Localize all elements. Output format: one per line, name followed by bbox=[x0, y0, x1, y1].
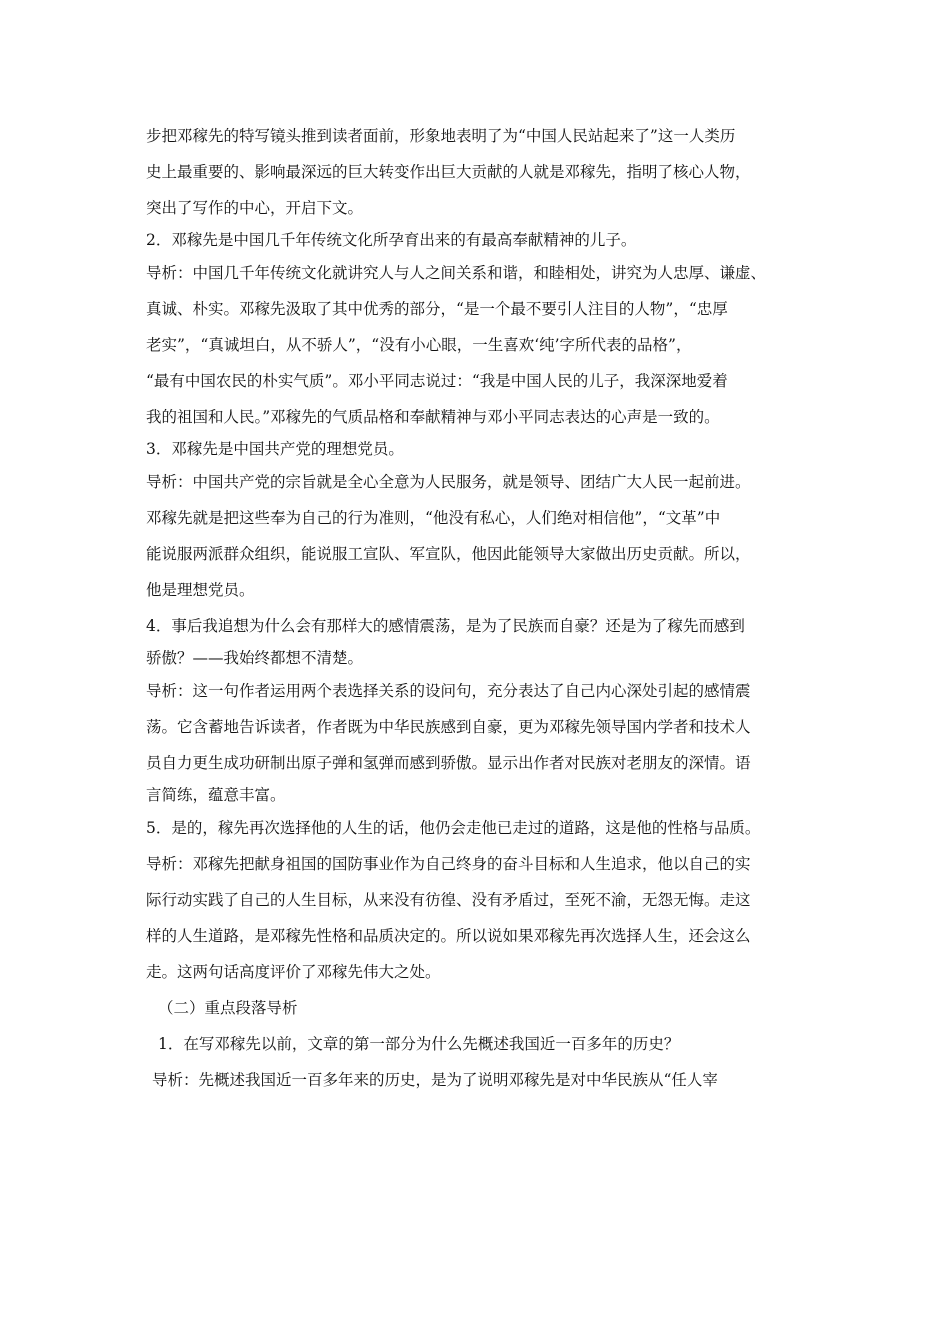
section-heading: （二）重点段落导析 bbox=[158, 999, 298, 1017]
text-line: 史上最重要的、影响最深远的巨大转变作出巨大贡献的人就是邓稼先，指明了核心人物， bbox=[146, 163, 751, 181]
text-line: 真诚、朴实。邓稼先汲取了其中优秀的部分，“是一个最不要引人注目的人物”，“忠厚 bbox=[146, 300, 728, 318]
text-line: 荡。它含蓄地告诉读者，作者既为中华民族感到自豪，更为邓稼先领导国内学者和技术人 bbox=[146, 718, 751, 736]
item-heading: 4．事后我追想为什么会有那样大的感情震荡，是为了民族而自豪？还是为了稼先而感到 bbox=[146, 617, 745, 635]
text-line: 我的祖国和人民。”邓稼先的气质品格和奉献精神与邓小平同志表达的心声是一致的。 bbox=[146, 408, 720, 426]
text-line: 老实”，“真诚坦白，从不骄人”，“没有小心眼，一生喜欢‘纯’字所代表的品格”， bbox=[146, 336, 692, 354]
item-heading: 5．是的，稼先再次选择他的人生的话，他仍会走他已走过的道路，这是他的性格与品质。 bbox=[146, 819, 761, 837]
text-line: 导析：中国几千年传统文化就讲究人与人之间关系和谐，和睦相处，讲究为人忠厚、谦虚、 bbox=[146, 264, 767, 282]
item-heading: 2．邓稼先是中国几千年传统文化所孕育出来的有最高奉献精神的儿子。 bbox=[146, 231, 637, 249]
text-line: 导析：先概述我国近一百多年来的历史，是为了说明邓稼先是对中华民族从“任人宰 bbox=[152, 1071, 718, 1089]
text-line: 导析：这一句作者运用两个表选择关系的设问句，充分表达了自己内心深处引起的感情震 bbox=[146, 682, 751, 700]
question-heading: 1．在写邓稼先以前，文章的第一部分为什么先概述我国近一百多年的历史？ bbox=[158, 1035, 680, 1053]
document-body bbox=[146, 118, 814, 1098]
text-line: 突出了写作的中心，开启下文。 bbox=[146, 199, 364, 217]
text-line: 邓稼先就是把这些奉为自己的行为准则，“他没有私心，人们绝对相信他”，“文革”中 bbox=[146, 509, 721, 527]
text-line: 导析：邓稼先把献身祖国的国防事业作为自己终身的奋斗目标和人生追求，他以自己的实 bbox=[146, 855, 751, 873]
text-line: 员自力更生成功研制出原子弹和氢弹而感到骄傲。显示出作者对民族对老朋友的深情。语 bbox=[146, 754, 751, 772]
text-line: 步把邓稼先的特写镜头推到读者面前，形象地表明了为“中国人民站起来了”这一人类历 bbox=[146, 127, 736, 145]
text-line: 际行动实践了自己的人生目标，从来没有彷徨、没有矛盾过，至死不渝，无怨无悔。走这 bbox=[146, 891, 751, 909]
text-line: 他是理想党员。 bbox=[146, 581, 255, 599]
item-heading: 3．邓稼先是中国共产党的理想党员。 bbox=[146, 440, 404, 458]
text-line: 样的人生道路，是邓稼先性格和品质决定的。所以说如果邓稼先再次选择人生，还会这么 bbox=[146, 927, 751, 945]
text-line: 导析：中国共产党的宗旨就是全心全意为人民服务，就是领导、团结广大人民一起前进。 bbox=[146, 473, 751, 491]
text-line: 能说服两派群众组织，能说服工宣队、军宣队，他因此能领导大家做出历史贡献。所以， bbox=[146, 545, 751, 563]
text-line: 言简练，蕴意丰富。 bbox=[146, 786, 286, 804]
text-line: 走。这两句话高度评价了邓稼先伟大之处。 bbox=[146, 963, 441, 981]
text-line: “最有中国农民的朴实气质”。邓小平同志说过：“我是中国人民的儿子，我深深地爱着 bbox=[146, 372, 728, 390]
text-line: 骄傲？——我始终都想不清楚。 bbox=[146, 649, 364, 667]
